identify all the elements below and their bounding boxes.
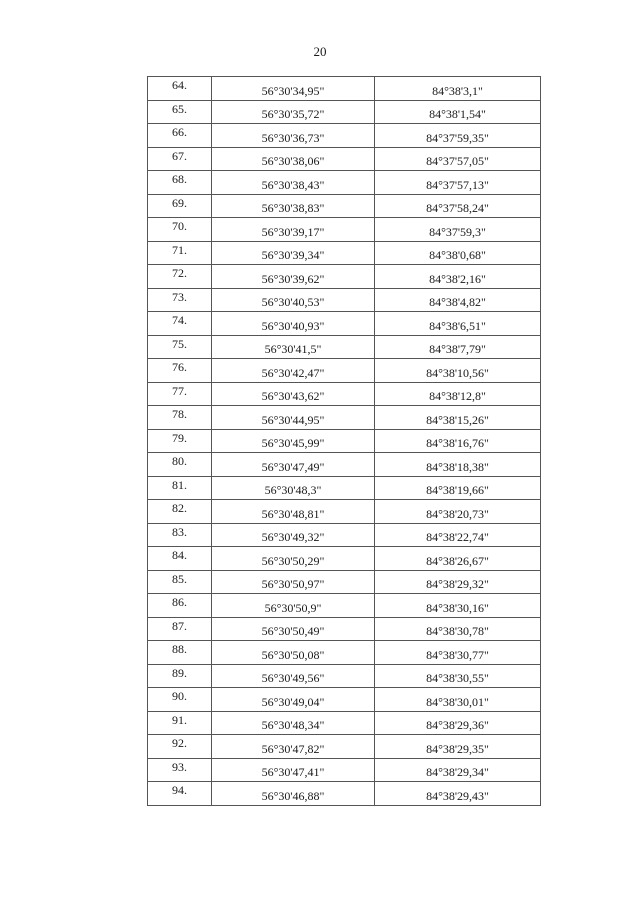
longitude-cell: 84°38'15,26": [375, 406, 541, 430]
longitude-cell: 84°38'29,43": [375, 782, 541, 806]
longitude-cell: 84°38'30,16": [375, 594, 541, 618]
latitude-cell: 56°30'49,32": [212, 523, 375, 547]
table-row: [148, 617, 541, 641]
table-row: [148, 335, 541, 359]
coordinates-table-body: [148, 77, 541, 806]
table-row: [148, 171, 541, 195]
latitude-cell: 56°30'50,9": [212, 594, 375, 618]
table-row: [148, 758, 541, 782]
latitude-cell: 56°30'50,49": [212, 617, 375, 641]
longitude-cell: 84°38'29,34": [375, 758, 541, 782]
table-row: [148, 265, 541, 289]
point-number-cell: 71.: [148, 241, 212, 265]
point-number-cell: 77.: [148, 382, 212, 406]
table-row: [148, 782, 541, 806]
latitude-cell: 56°30'43,62": [212, 382, 375, 406]
table-row: [148, 594, 541, 618]
longitude-cell: 84°37'57,13": [375, 171, 541, 195]
longitude-cell: 84°38'30,78": [375, 617, 541, 641]
longitude-cell: 84°37'58,24": [375, 194, 541, 218]
latitude-cell: 56°30'34,95": [212, 77, 375, 101]
table-row: [148, 124, 541, 148]
longitude-cell: 84°37'57,05": [375, 147, 541, 171]
table-row: [148, 570, 541, 594]
point-number-cell: 74.: [148, 312, 212, 336]
table-row: [148, 641, 541, 665]
point-number-cell: 83.: [148, 523, 212, 547]
latitude-cell: 56°30'36,73": [212, 124, 375, 148]
table-row: [148, 147, 541, 171]
latitude-cell: 56°30'46,88": [212, 782, 375, 806]
latitude-cell: 56°30'41,5": [212, 335, 375, 359]
table-row: [148, 476, 541, 500]
longitude-cell: 84°38'2,16": [375, 265, 541, 289]
longitude-cell: 84°38'16,76": [375, 429, 541, 453]
point-number-cell: 70.: [148, 218, 212, 242]
longitude-cell: 84°37'59,3": [375, 218, 541, 242]
longitude-cell: 84°38'29,35": [375, 735, 541, 759]
longitude-cell: 84°38'30,77": [375, 641, 541, 665]
latitude-cell: 56°30'39,17": [212, 218, 375, 242]
longitude-cell: 84°37'59,35": [375, 124, 541, 148]
longitude-cell: 84°38'12,8": [375, 382, 541, 406]
point-number-cell: 91.: [148, 711, 212, 735]
point-number-cell: 66.: [148, 124, 212, 148]
point-number-cell: 84.: [148, 547, 212, 571]
latitude-cell: 56°30'49,56": [212, 664, 375, 688]
point-number-cell: 86.: [148, 594, 212, 618]
table-row: [148, 406, 541, 430]
latitude-cell: 56°30'47,82": [212, 735, 375, 759]
table-row: [148, 288, 541, 312]
latitude-cell: 56°30'40,93": [212, 312, 375, 336]
table-row: [148, 218, 541, 242]
point-number-cell: 82.: [148, 500, 212, 524]
table-row: [148, 523, 541, 547]
latitude-cell: 56°30'47,49": [212, 453, 375, 477]
coordinates-table: [147, 76, 541, 806]
longitude-cell: 84°38'0,68": [375, 241, 541, 265]
point-number-cell: 72.: [148, 265, 212, 289]
point-number-cell: 78.: [148, 406, 212, 430]
point-number-cell: 69.: [148, 194, 212, 218]
point-number-cell: 64.: [148, 77, 212, 101]
table-row: [148, 547, 541, 571]
table-row: [148, 194, 541, 218]
latitude-cell: 56°30'50,97": [212, 570, 375, 594]
latitude-cell: 56°30'38,06": [212, 147, 375, 171]
point-number-cell: 76.: [148, 359, 212, 383]
longitude-cell: 84°38'30,01": [375, 688, 541, 712]
latitude-cell: 56°30'49,04": [212, 688, 375, 712]
table-row: [148, 711, 541, 735]
longitude-cell: 84°38'10,56": [375, 359, 541, 383]
longitude-cell: 84°38'3,1": [375, 77, 541, 101]
page-number: 20: [313, 44, 327, 59]
table-row: [148, 453, 541, 477]
latitude-cell: 56°30'44,95": [212, 406, 375, 430]
latitude-cell: 56°30'50,29": [212, 547, 375, 571]
longitude-cell: 84°38'20,73": [375, 500, 541, 524]
table-row: [148, 241, 541, 265]
point-number-cell: 65.: [148, 100, 212, 124]
table-row: [148, 688, 541, 712]
latitude-cell: 56°30'39,34": [212, 241, 375, 265]
point-number-cell: 81.: [148, 476, 212, 500]
point-number-cell: 92.: [148, 735, 212, 759]
point-number-cell: 73.: [148, 288, 212, 312]
point-number-cell: 75.: [148, 335, 212, 359]
longitude-cell: 84°38'29,32": [375, 570, 541, 594]
table-row: [148, 359, 541, 383]
latitude-cell: 56°30'40,53": [212, 288, 375, 312]
latitude-cell: 56°30'45,99": [212, 429, 375, 453]
longitude-cell: 84°38'30,55": [375, 664, 541, 688]
latitude-cell: 56°30'48,3": [212, 476, 375, 500]
longitude-cell: 84°38'22,74": [375, 523, 541, 547]
longitude-cell: 84°38'18,38": [375, 453, 541, 477]
longitude-cell: 84°38'4,82": [375, 288, 541, 312]
table-row: [148, 500, 541, 524]
point-number-cell: 94.: [148, 782, 212, 806]
latitude-cell: 56°30'38,43": [212, 171, 375, 195]
table-row: [148, 664, 541, 688]
point-number-cell: 85.: [148, 570, 212, 594]
latitude-cell: 56°30'48,34": [212, 711, 375, 735]
point-number-cell: 79.: [148, 429, 212, 453]
table-row: [148, 382, 541, 406]
latitude-cell: 56°30'38,83": [212, 194, 375, 218]
longitude-cell: 84°38'6,51": [375, 312, 541, 336]
table-row: [148, 735, 541, 759]
point-number-cell: 93.: [148, 758, 212, 782]
longitude-cell: 84°38'29,36": [375, 711, 541, 735]
latitude-cell: 56°30'47,41": [212, 758, 375, 782]
table-row: [148, 312, 541, 336]
point-number-cell: 90.: [148, 688, 212, 712]
longitude-cell: 84°38'19,66": [375, 476, 541, 500]
point-number-cell: 67.: [148, 147, 212, 171]
latitude-cell: 56°30'39,62": [212, 265, 375, 289]
table-row: [148, 429, 541, 453]
latitude-cell: 56°30'42,47": [212, 359, 375, 383]
latitude-cell: 56°30'50,08": [212, 641, 375, 665]
latitude-cell: 56°30'35,72": [212, 100, 375, 124]
table-row: [148, 100, 541, 124]
point-number-cell: 88.: [148, 641, 212, 665]
longitude-cell: 84°38'7,79": [375, 335, 541, 359]
point-number-cell: 68.: [148, 171, 212, 195]
longitude-cell: 84°38'26,67": [375, 547, 541, 571]
point-number-cell: 87.: [148, 617, 212, 641]
latitude-cell: 56°30'48,81": [212, 500, 375, 524]
point-number-cell: 89.: [148, 664, 212, 688]
table-row: [148, 77, 541, 101]
point-number-cell: 80.: [148, 453, 212, 477]
longitude-cell: 84°38'1,54": [375, 100, 541, 124]
